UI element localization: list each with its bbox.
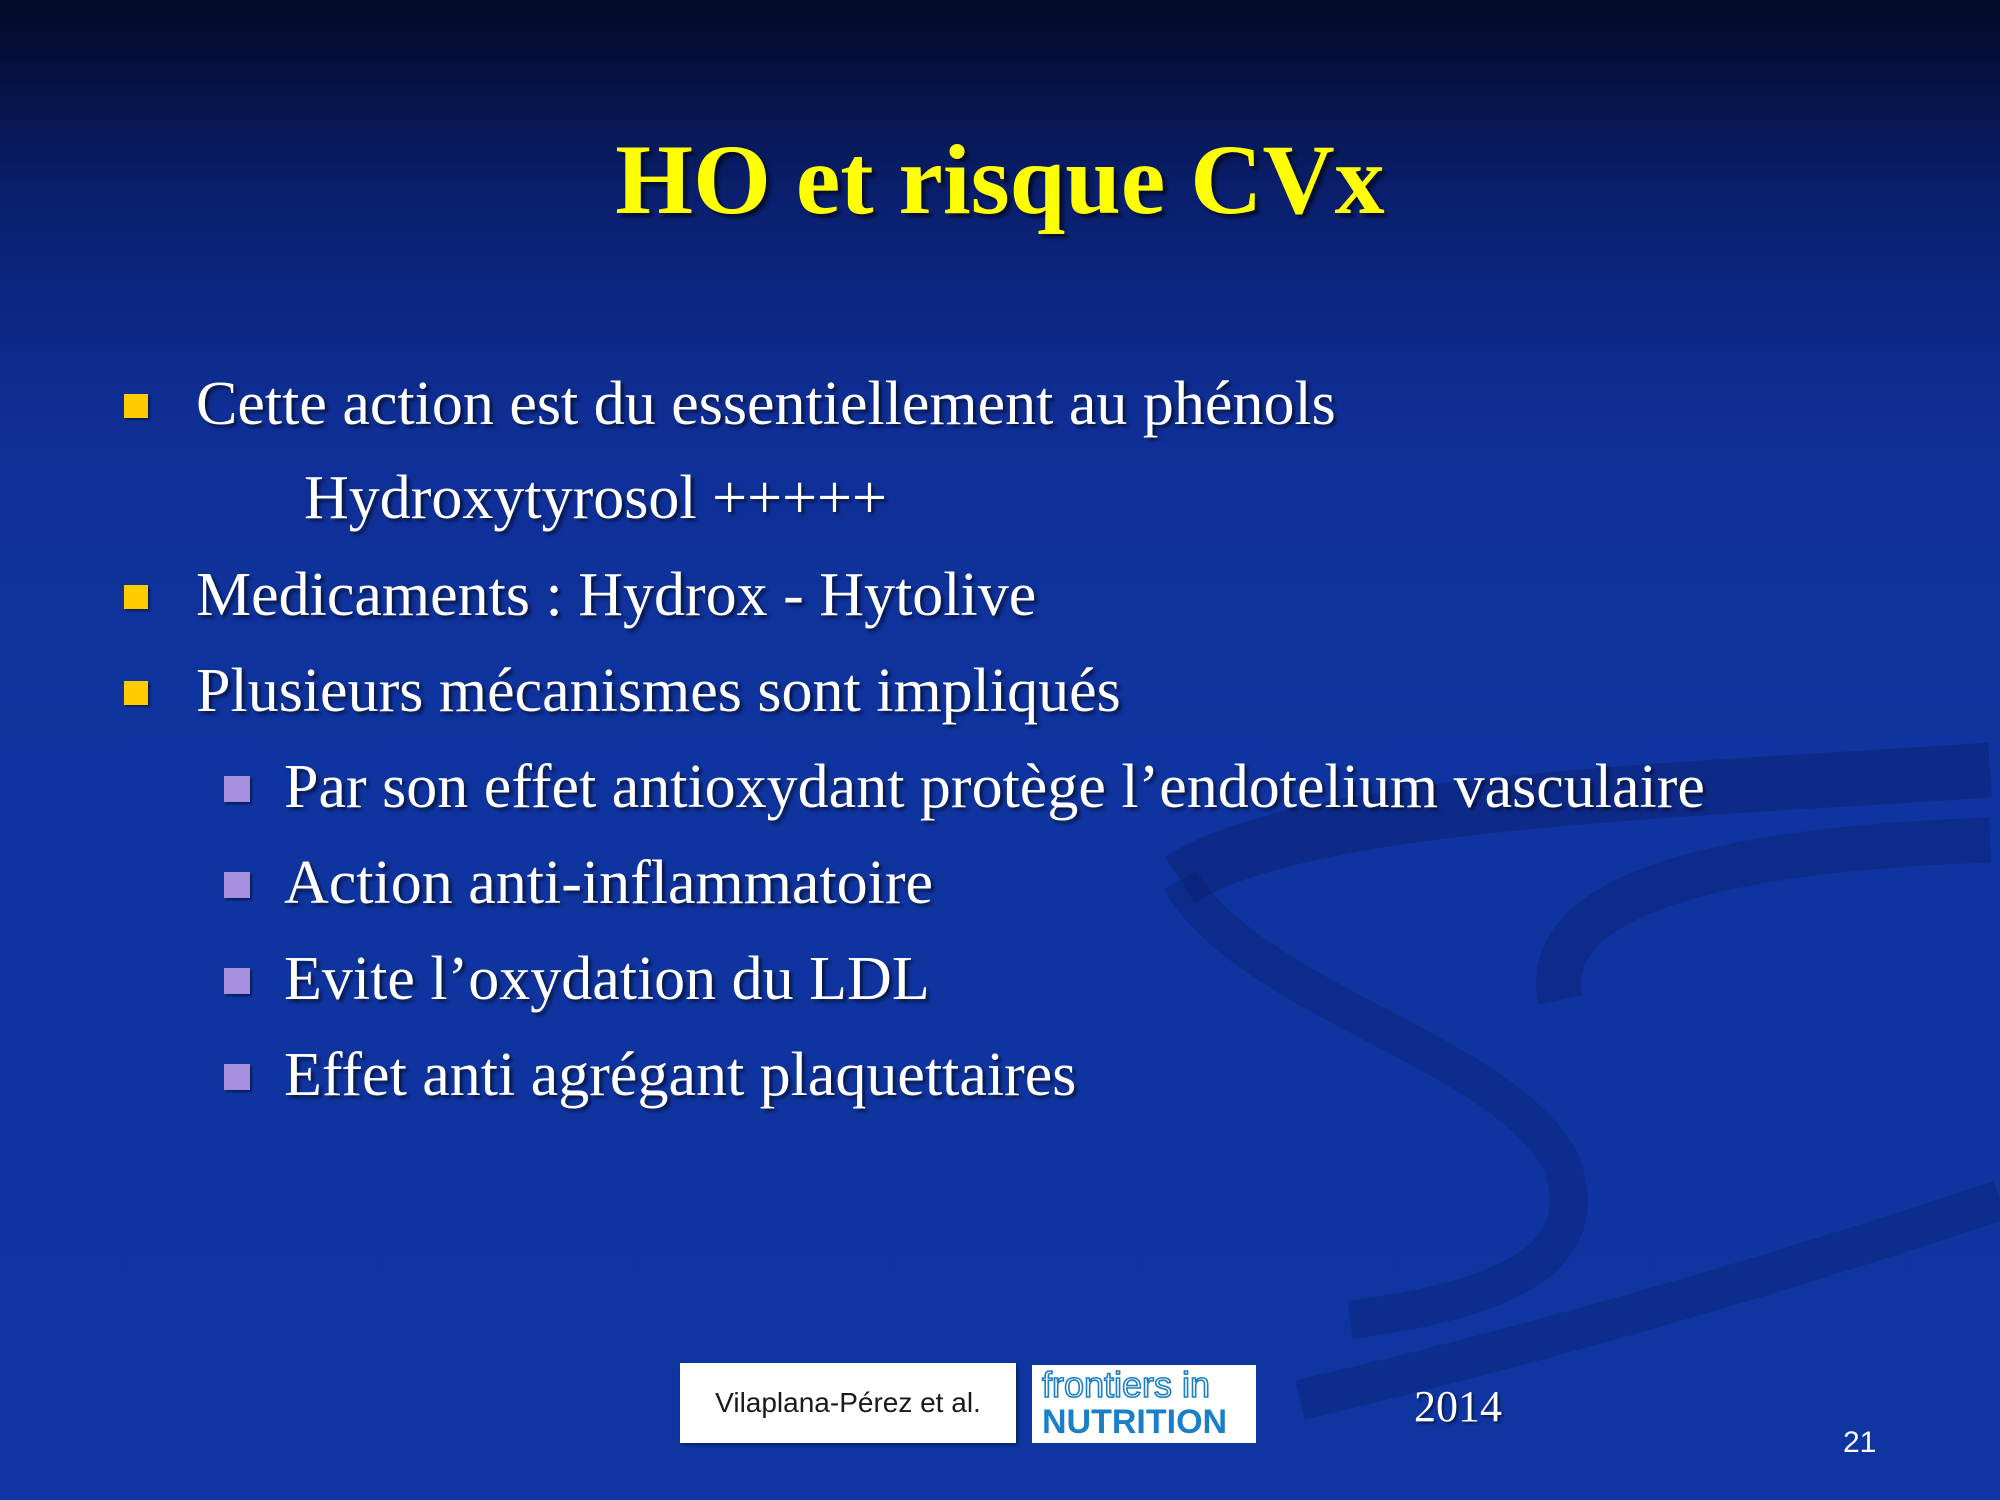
bullet-item: Plusieurs mécanismes sont impliqués xyxy=(196,657,1121,725)
journal-logo-line1: frontiers in xyxy=(1042,1365,1211,1405)
bullet-item: Cette action est du essentiellement au phénols xyxy=(196,370,1336,438)
sub-bullet-item: Evite l’oxydation du LDL xyxy=(284,945,930,1013)
sub-bullet-item: Effet anti agrégant plaquettaires xyxy=(284,1041,1077,1109)
journal-logo-line2: NUTRITION xyxy=(1042,1403,1228,1441)
journal-logo xyxy=(1032,1365,1256,1443)
sub-bullet-square-icon xyxy=(224,872,250,898)
bullet-square-icon xyxy=(124,681,148,705)
slide-title: HO et risque CVx xyxy=(615,124,1385,235)
reference-text: Vilaplana-Pérez et al. xyxy=(715,1387,981,1418)
bullet-square-icon xyxy=(124,394,148,418)
reference-citation xyxy=(680,1363,1016,1443)
sub-bullet-item: Par son effet antioxydant protège l’endotelium vasculaire xyxy=(284,753,1705,821)
bullet-item: Medicaments : Hydrox - Hytolive xyxy=(196,561,1037,629)
bullet-square-icon xyxy=(124,585,148,609)
sub-bullet-square-icon xyxy=(224,1064,250,1090)
sub-bullet-square-icon xyxy=(224,776,250,802)
sub-bullet-square-icon xyxy=(224,968,250,994)
publication-year: 2014 xyxy=(1414,1382,1502,1431)
slide-number: 21 xyxy=(1843,1426,1877,1459)
bullet-continuation: Hydroxytyrosol +++++ xyxy=(304,464,887,532)
sub-bullet-item: Action anti-inflammatoire xyxy=(284,849,934,917)
